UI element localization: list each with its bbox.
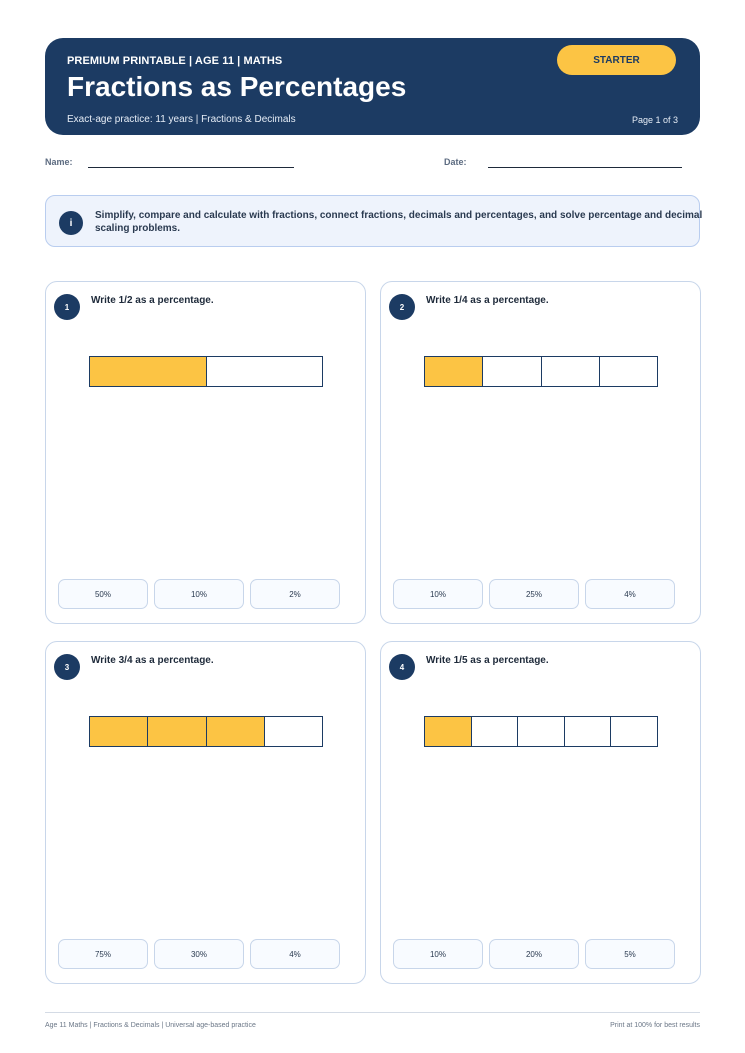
fraction-segment-shaded (425, 357, 483, 386)
question-card-1 (45, 281, 366, 624)
answer-option[interactable]: 4% (585, 579, 675, 609)
fraction-segment-empty (472, 717, 519, 746)
answer-option[interactable]: 25% (489, 579, 579, 609)
question-prompt: Write 1/5 as a percentage. (426, 655, 549, 666)
fraction-segment-shaded (90, 717, 148, 746)
answer-options (393, 939, 675, 969)
footer-right-text: Print at 100% for best results (610, 1022, 700, 1029)
header-subtitle: Exact-age practice: 11 years | Fractions & Decimals (67, 114, 296, 125)
fraction-segment-shaded (90, 357, 207, 386)
fraction-bar (424, 716, 658, 747)
instructions-text: Simplify, compare and calculate with fractions, connect fractions, decimals and percentages, and solve percentage and decimal scaling problems. (95, 210, 703, 234)
worksheet-header (45, 38, 700, 135)
level-badge: STARTER (557, 45, 676, 75)
date-line[interactable] (488, 167, 682, 168)
question-number: 1 (54, 294, 80, 320)
answer-option[interactable]: 50% (58, 579, 148, 609)
question-card-2 (380, 281, 701, 624)
fraction-segment-empty (483, 357, 541, 386)
fraction-segment-empty (265, 717, 322, 746)
fraction-segment-shaded (425, 717, 472, 746)
answer-option[interactable]: 75% (58, 939, 148, 969)
fraction-segment-shaded (207, 717, 265, 746)
fraction-segment-empty (565, 717, 612, 746)
answer-options (393, 579, 675, 609)
answer-option[interactable]: 20% (489, 939, 579, 969)
name-label: Name: (45, 157, 73, 167)
fraction-segment-empty (542, 357, 600, 386)
page-title: Fractions as Percentages (67, 71, 407, 102)
question-number: 3 (54, 654, 80, 680)
footer-left-text: Age 11 Maths | Fractions & Decimals | Universal age-based practice (45, 1022, 256, 1029)
fraction-segment-shaded (148, 717, 206, 746)
question-number: 2 (389, 294, 415, 320)
fraction-segment-empty (611, 717, 657, 746)
answer-option[interactable]: 4% (250, 939, 340, 969)
answer-option[interactable]: 5% (585, 939, 675, 969)
fraction-bar (89, 716, 323, 747)
answer-option[interactable]: 10% (154, 579, 244, 609)
fraction-segment-empty (518, 717, 565, 746)
fraction-bar (424, 356, 658, 387)
question-card-4 (380, 641, 701, 984)
header-kicker: PREMIUM PRINTABLE | AGE 11 | MATHS (67, 55, 283, 67)
question-prompt: Write 1/4 as a percentage. (426, 295, 549, 306)
name-line[interactable] (88, 167, 294, 168)
page-indicator: Page 1 of 3 (631, 115, 678, 125)
answer-option[interactable]: 10% (393, 939, 483, 969)
answer-option[interactable]: 2% (250, 579, 340, 609)
fraction-segment-empty (600, 357, 657, 386)
question-prompt: Write 3/4 as a percentage. (91, 655, 214, 666)
answer-options (58, 579, 340, 609)
answer-options (58, 939, 340, 969)
answer-option[interactable]: 30% (154, 939, 244, 969)
question-prompt: Write 1/2 as a percentage. (91, 295, 214, 306)
question-number: 4 (389, 654, 415, 680)
footer-divider (45, 1012, 700, 1013)
info-icon: i (59, 211, 83, 235)
date-label: Date: (444, 157, 467, 167)
question-card-3 (45, 641, 366, 984)
fraction-bar (89, 356, 323, 387)
instructions-box (45, 195, 703, 247)
fraction-segment-empty (207, 357, 323, 386)
answer-option[interactable]: 10% (393, 579, 483, 609)
